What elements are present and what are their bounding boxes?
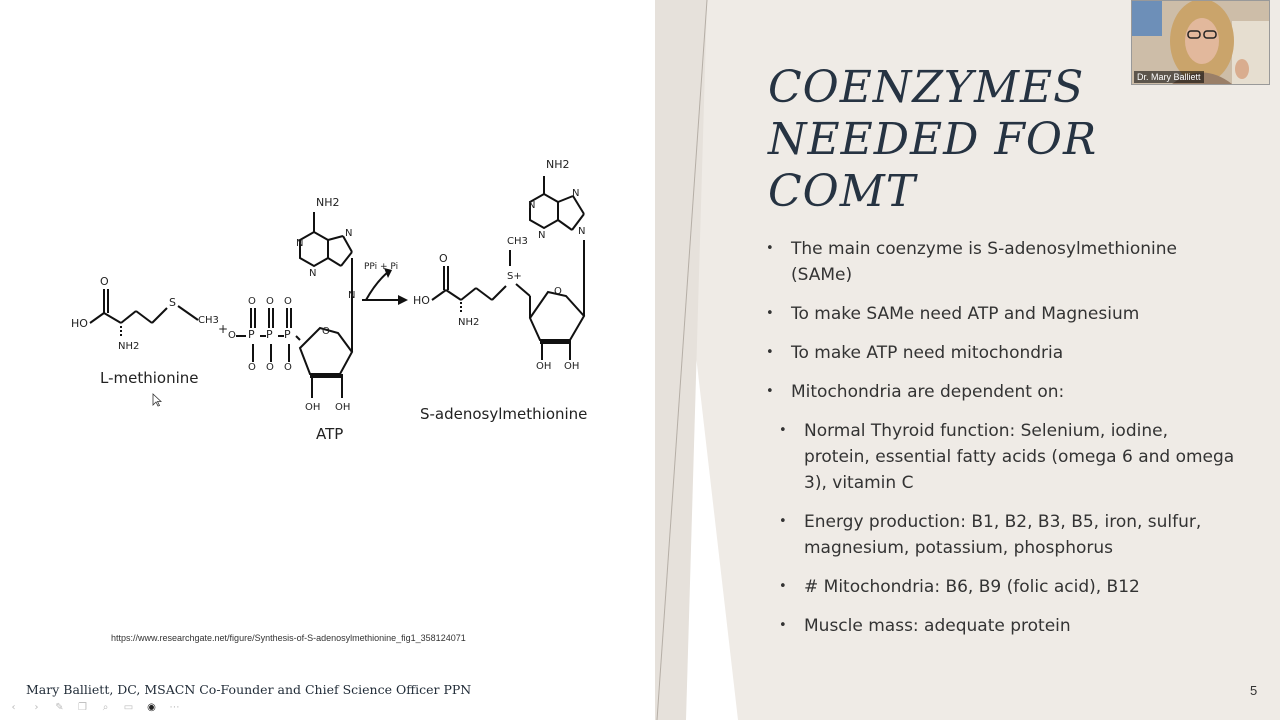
same-splus-label: S+ — [507, 271, 522, 282]
next-icon[interactable]: › — [34, 701, 39, 713]
atp-ribose-o-label: O — [322, 326, 330, 337]
atp-o-top3: O — [284, 296, 292, 307]
same-o-label: O — [439, 252, 448, 265]
camera-icon[interactable]: ◉ — [147, 701, 156, 713]
sub-bullet-item: • # Mitochondria: B6, B9 (folic acid), B12 — [779, 574, 1236, 600]
same-n2-label: N — [538, 230, 546, 241]
presentation-toolbar — [4, 698, 184, 716]
page-number: 5 — [1250, 683, 1258, 698]
bullet-item: • To make SAMe need ATP and Magnesium — [766, 301, 1236, 327]
sub-bullet-item: • Energy production: B1, B2, B3, B5, iron, sulfur, magnesium, potassium, phosphorus — [779, 509, 1236, 561]
atp-n2-label: N — [309, 268, 317, 279]
source-url: https://www.researchgate.net/figure/Synthesis-of-S-adenosylmethionine_fig1_358124071 — [111, 633, 466, 643]
bullet-item: • The main coenzyme is S-adenosylmethionine (SAMe) — [766, 236, 1236, 288]
bullet-item: • To make ATP need mitochondria — [766, 340, 1236, 366]
same-nh2-top-label: NH2 — [546, 158, 570, 171]
same-n4-label: N — [578, 226, 586, 237]
more-icon[interactable]: ⋯ — [169, 701, 180, 713]
atp-n4-label: N — [348, 290, 356, 301]
same-oh2-label: OH — [564, 361, 580, 372]
atp-o-top1: O — [248, 296, 256, 307]
methionine-nh2-label: NH2 — [118, 341, 140, 352]
speaker-video-thumbnail[interactable] — [1131, 0, 1270, 85]
zoom-icon[interactable]: ⌕ — [102, 701, 109, 713]
atp-name: ATP — [316, 425, 344, 443]
same-n3-label: N — [572, 188, 580, 199]
atp-p2-label: P — [266, 328, 273, 341]
plus-sign: + — [218, 322, 229, 336]
same-n1-label: N — [528, 200, 536, 211]
slide-footer: Mary Balliett, DC, MSACN Co-Founder and Chief Science Officer PPN — [26, 682, 472, 697]
atp-n1-label: N — [296, 238, 304, 249]
same-name: S-adenosylmethionine — [420, 405, 588, 423]
speaker-name-label: Dr. Mary Balliett — [1134, 71, 1204, 83]
bullet-item: • Mitochondria are dependent on: — [766, 379, 1236, 405]
methionine-ch3-label: CH3 — [198, 315, 219, 326]
sub-bullet-item: • Muscle mass: adequate protein — [779, 613, 1236, 639]
prev-icon[interactable]: ‹ — [11, 701, 16, 713]
pen-icon[interactable]: ✎ — [55, 701, 64, 713]
atp-o-bot3: O — [284, 362, 292, 373]
atp-p1-label: P — [248, 328, 255, 341]
atp-o-top2: O — [266, 296, 274, 307]
atp-o-bot1: O — [248, 362, 256, 373]
same-nh2-label: NH2 — [458, 317, 480, 328]
slide-title: COENZYMES NEEDED FOR COMT — [768, 62, 1098, 217]
copy-icon[interactable]: ❐ — [78, 701, 87, 713]
methionine-o-label: O — [100, 275, 109, 288]
same-ribose-o-label: O — [554, 286, 562, 297]
same-synthesis-diagram — [0, 0, 660, 470]
methionine-s-label: S — [169, 296, 176, 309]
bullet-list — [766, 236, 1236, 652]
atp-oh1-label: OH — [305, 402, 321, 413]
atp-oh2-label: OH — [335, 402, 351, 413]
atp-nh2-label: NH2 — [316, 196, 340, 209]
mouse-cursor — [152, 393, 162, 407]
atp-o-label: O — [228, 330, 236, 341]
methionine-ho-label: HO — [71, 317, 88, 330]
same-ho-label: HO — [413, 294, 430, 307]
atp-o-bot2: O — [266, 362, 274, 373]
ppi-label: PPi + Pi — [364, 262, 399, 272]
same-ch3-label: CH3 — [507, 236, 528, 247]
same-oh1-label: OH — [536, 361, 552, 372]
atp-n3-label: N — [345, 228, 353, 239]
methionine-name: L-methionine — [100, 369, 199, 387]
atp-p3-label: P — [284, 328, 291, 341]
slides-icon[interactable]: ▭ — [123, 701, 134, 713]
sub-bullet-item: • Normal Thyroid function: Selenium, iodine, protein, essential fatty acids (omega 6 and omega 3), vitamin C — [779, 418, 1236, 496]
